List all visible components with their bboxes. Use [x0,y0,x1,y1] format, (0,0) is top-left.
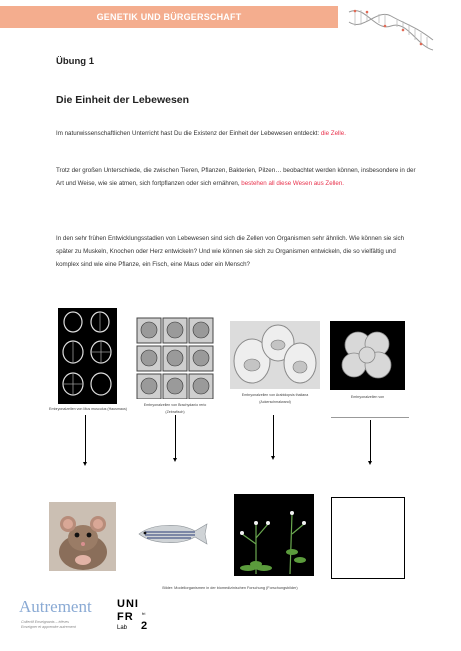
autrement-logo [15,596,99,636]
page-title: Die Einheit der Lebewesen [56,94,190,106]
caption-zebrafish-embryo: Embryonalzellen von Brachydanio rerio (Zebrafisch) [143,403,207,414]
mouse-photo [49,502,116,571]
paragraph-question: In den sehr frühen Entwicklungsstadien von Lebewesen sind sich die Zellen von Organismen sehr ähnlich. Wie können sie sich später zu Muskeln, Knochen oder Herz entwickeln? Und wie können sie sich zu Organismen entwickeln, die so vielfältig und komplex sind wie eine Pflanze, ein Fisch, eine Maus oder ein Mensch? [56,235,405,268]
unifr-lab-logo: UNI FR fri Lab 2 [117,598,148,632]
arrow-down-4 [370,420,371,462]
paragraph-intro-text: Im naturwissenschaftlichen Unterricht hast Du die Existenz der Einheit der Lebewesen entdeckt: [56,130,321,137]
caption-unknown-embryo: Embryonalzellen von [350,395,385,399]
exercise-number: Übung 1 [56,56,94,67]
arabidopsis-embryo-cells-image [230,321,320,389]
caption-mouse-embryo: Embryonalzellen von Mus musculus (Hausmaus) [49,407,127,411]
paragraph-intro-highlight: die Zelle. [320,130,346,137]
header-banner: GENETIK UND BÜRGERSCHAFT [0,6,338,28]
zebrafish-embryo-cells-image [136,317,214,399]
paragraph-differences-text: Trotz der großen Unterschiede, die zwischen Tieren, Pflanzen, Bakterien, Pilzen… beobachtet werden können, insbesondere in der Art und Weise, wie sie atmen, sich fortpflanzen oder sich ernähren, [56,167,416,187]
images-source-caption: Bilder: Modellorganismen in der biomedizinischen Forschung (Forschungsbilder) [162,586,298,590]
fill-in-line [331,417,409,418]
zebrafish-photo [133,511,211,557]
arrow-down-3 [273,415,274,457]
mouse-embryo-cells-image [58,308,117,404]
unknown-embryo-cells-image [330,321,405,390]
caption-arabidopsis-embryo: Embryonalzellen von Arabidopsis thaliana (Ackerschmalwand) [241,393,309,404]
autrement-logo-wordmark: Autrement [19,597,92,616]
arabidopsis-plant-photo [234,494,314,576]
dna-helix-illustration [345,2,437,56]
paragraph-intro [56,127,416,140]
arrow-down-2 [175,415,176,459]
paragraph-differences-highlight: bestehen all diese Wesen aus Zellen. [241,180,344,187]
autrement-logo-subtitle: Collectif Enseignants – élèves Enseigner et apprendre autrement [21,620,76,629]
empty-image-placeholder [331,497,405,579]
arrow-down-1 [85,415,86,463]
paragraph-differences [56,164,416,190]
